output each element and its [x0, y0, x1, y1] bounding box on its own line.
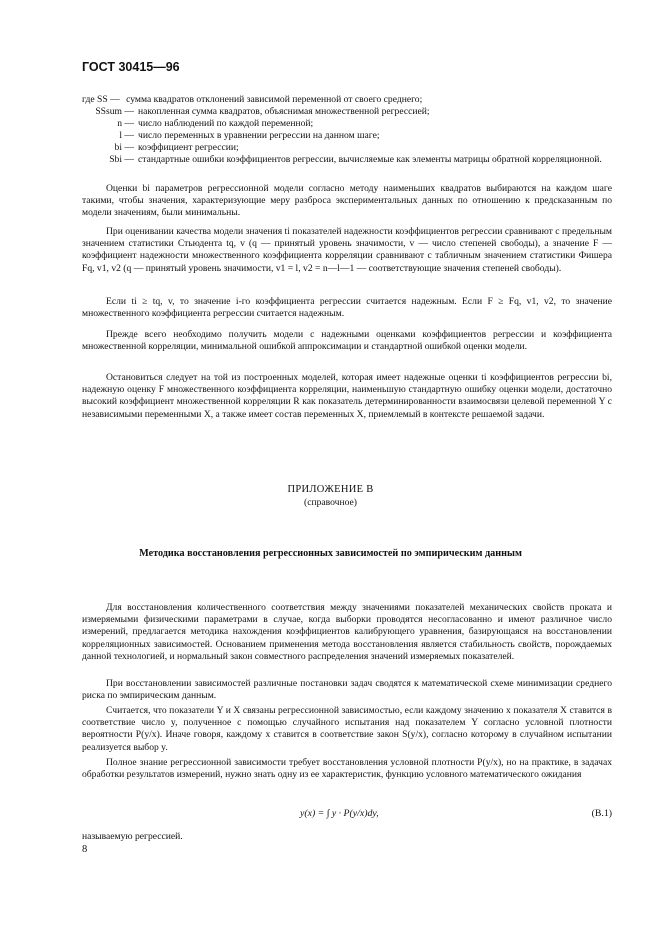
definition-symbol: n —: [117, 118, 134, 130]
paragraph-regression-called: называемую регрессией.: [82, 831, 183, 842]
equation-formula: y(x) = ∫ y · P(y/x)dy,: [300, 808, 379, 819]
definition-text: стандартные ошибки коэффициентов регрессии, вычисляемые как элементы матрицы обратной корреляционной.: [138, 154, 602, 166]
definition-row: [82, 106, 612, 118]
definition-symbol: l —: [119, 130, 134, 142]
paragraph-risk: При восстановлении зависимостей различные постановки задач сводятся к математической схеме минимизации среднего риска по эмпирическим данным.: [82, 678, 612, 702]
paragraph-reliability: Если ti ≥ tq, v, то значение i-го коэффициента регрессии считается надежным. Если F ≥ Fq, v1, v2, то значение множественного коэффициента регрессии считается надежным.: [82, 296, 612, 320]
paragraph-method-intro: Для восстановления количественного соответствия между значениями показателей механических свойств проката и измеряемыми физическими параметрами в случае, когда выборки проводятся несогласованно и имеют различное число измерений, предлагается методика нахождения коэффициентов калибрующего уравнения, базирующаяся на восстановлении корреляционных зависимостей. Основанием применения метода восстановления является стабильность свойств, порождаемых данной технологией, и нормальный закон совместного распределения значений измеряемых показателей.: [82, 602, 612, 662]
equation-number: (В.1): [591, 808, 612, 819]
paragraph-estimates: Оценки bi параметров регрессионной модели согласно методу наименьших квадратов выбираются на каждом шаге такими, чтобы значения, характеризующие меру разброса экспериментальных данных по отношению к предсказанным по модели значениям, были минимальны.: [82, 183, 612, 219]
definition-row: [82, 154, 612, 166]
paragraph-model-choice: Остановиться следует на той из построенных моделей, которая имеет надежные оценки ti коэффициентов регрессии bi, надежную оценку F множественного коэффициента корреляции, наименьшую стандартную ошибку оценки модели, достаточно высокий коэффициент множественной корреляции R как показатель детерминированности взаимосвязи целевой переменной Y с независимыми переменными X, а также имеет состав переменных X, приемлемый в контексте решаемой задачи.: [82, 372, 612, 420]
definition-symbol: bi —: [114, 142, 134, 154]
appendix-subtitle: (справочное): [304, 497, 357, 508]
definition-row: [82, 142, 612, 154]
appendix-title: ПРИЛОЖЕНИЕ В: [287, 484, 374, 495]
paragraph-regression-def: Считается, что показатели Y и X связаны регрессионной зависимостью, если каждому значению x показателя X ставится в соответствие число y, полученное с помощью случайного испытания над показателем Y согласно условной плотности вероятности P(y/x). Иначе говоря, каждому x ставится в соответствие закон S(y/x), согласно которому в случайном испытании реализуется выбор y.: [82, 705, 612, 753]
appendix-heading: Методика восстановления регрессионных зависимостей по эмпирическим данным: [139, 548, 522, 559]
paragraph-conditional: Полное знание регрессионной зависимости требует восстановления условной плотности P(y/x), но на практике, в задачах обработки результатов измерений, нужно знать одну из ее характеристик, функцию условного математического ожидания: [82, 757, 612, 781]
definitions-list: [82, 94, 612, 167]
document-header: ГОСТ 30415—96: [82, 60, 180, 74]
definition-text: число переменных в уравнении регрессии на данном шаге;: [138, 130, 380, 142]
equation-b1: [82, 808, 612, 824]
definition-row: [82, 94, 612, 106]
definition-symbol: SSsum —: [95, 106, 134, 118]
definition-text: накопленная сумма квадратов, объяснимая множественной регрессией;: [138, 106, 430, 118]
definition-row: [82, 118, 612, 130]
paragraph-quality: При оценивании качества модели значения ti показателей надежности коэффициентов регрессии сравнивают с предельным значением статистики Стьюдента tq, v (q — принятый уровень значимости, v — число степеней свободы), а значение F — коэффициент надежности множественного коэффициента корреляции сравнивают с табличным значением статистики Фишера Fq, v1, v2 (q — принятый уровень значимости, v1 = l, v2 = n—l—1 — соответствующие значения степеней свободы).: [82, 226, 612, 274]
definition-row: [82, 130, 612, 142]
definition-text: число наблюдений по каждой переменной;: [138, 118, 314, 130]
page-number: 8: [82, 844, 88, 855]
definition-text: сумма квадратов отклонений зависимой переменной от своего среднего;: [126, 94, 423, 105]
definition-symbol: Sbi —: [109, 154, 134, 166]
definition-symbol: где SS —: [82, 94, 120, 105]
definition-text: коэффициент регрессии;: [138, 142, 239, 154]
paragraph-first-priority: Прежде всего необходимо получить модели с надежными оценками коэффициентов регрессии и коэффициента множественной корреляции, минимальной ошибкой аппроксимации и стандартной ошибкой оценки модели.: [82, 329, 612, 353]
